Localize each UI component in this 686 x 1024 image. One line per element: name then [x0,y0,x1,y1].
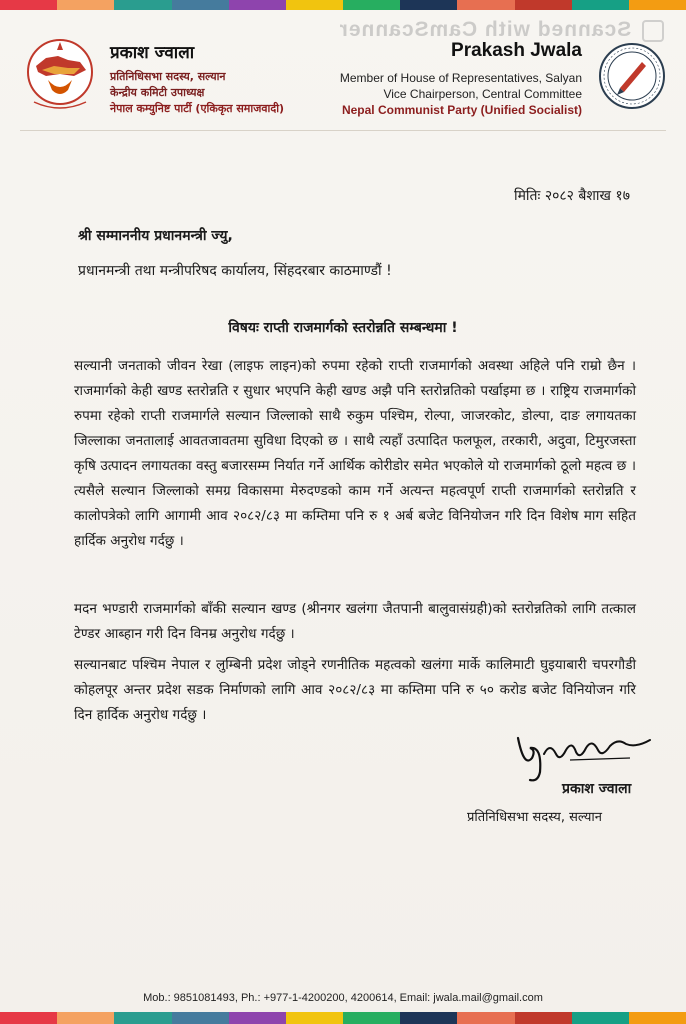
recipient-salutation: श्री सम्माननीय प्रधानमन्त्री ज्यु, [78,228,233,244]
signatory-title: प्रतिनिधिसभा सदस्य, सल्यान [467,810,602,825]
party-map-logo [24,36,96,114]
camscanner-watermark: Scanned with CamScanner [338,18,632,41]
signatory-name: प्रकाश ज्वाला [562,781,632,797]
letter-date: मितिः २०८२ बैशाख १७ [513,188,630,204]
letter-subject: विषयः राप्ती राजमार्गको स्तरोन्नति सम्बन्धमा ! [228,320,458,336]
title-nepali-2: केन्द्रीय कमिटी उपाध्यक्ष [110,86,205,99]
title-nepali-1: प्रतिनिधिसभा सदस्य, सल्यान [110,70,226,83]
body-paragraph-3: सल्यानबाट पश्चिम नेपाल र लुम्बिनी प्रदेश जोड्ने रणनीतिक महत्वको खलंगा मार्के कालिमाटी घुइयाबारी चपरगौडी कोहलपूर अन्तर प्रदेश सडक निर्माणको लागि आव २०८२/८३ मा कम्तिमा पनि रु ५० करोड बजेट विनियोजन गरि दिन हार्दिक अनुरोध गर्दछु । [74,657,636,723]
top-color-strip [0,0,686,10]
title-english-2: Vice Chairperson, Central Committee [383,87,582,101]
body-paragraph-2: मदन भण्डारी राजमार्गको बाँकी सल्यान खण्ड (श्रीनगर खलंगा जैतपानी बालुवासंग्रही)को स्तरोन्नतिको लागि तत्काल टेण्डर आब्हान गरी दिन विनम्र अनुरोध गर्दछु । [74,601,636,642]
header-left-block [110,40,340,117]
header-divider [20,130,666,131]
footer-contact: Mob.: 9851081493, Ph.: +977-1-4200200, 4200614, Email: jwala.mail@gmail.com [143,992,543,1004]
title-english-1: Member of House of Representatives, Salyan [339,71,582,85]
recipient-office: प्रधानमन्त्री तथा मन्त्रीपरिषद कार्यालय, सिंहदरबार काठमाण्डौं ! [78,263,392,279]
name-english: Prakash Jwala [451,40,582,61]
name-nepali: प्रकाश ज्वाला [110,43,195,63]
body-paragraph-1: सल्यानी जनताको जीवन रेखा (लाइफ लाइन)को रुपमा रहेको राप्ती राजमार्गको अवस्था अहिले पनि राम्रो छैन । राजमार्गको केही खण्ड स्तरोन्नति र सुधार भएपनि केही खण्ड अझै पनि स्तरोन्नतिको पर्खाइमा छ । राष्ट्रिय राजमार्गको रुपमा रहेको राप्ती राजमार्गले सल्यान जिल्लाको साथै रुकुम पश्चिम, रोल्पा, जाजरकोट, डोल्पा, दाङ लगायतका जिल्लाका जनतालाई आवतजावतमा सुविधा दिएको छ । साथै त्यहाँ उत्पादित फलफूल, तरकारी, अदुवा, टिमुरजस्ता कृषि उत्पादन लगायतका वस्तु बजारसम्म निर्यात गर्ने आर्थिक कोरीडोर समेत भएकोले यो राजमार्गको ठूलो महत्व छ । त्यसैले सल्यान जिल्लाको समग्र विकासमा मेरुदण्डको काम गर्ने अत्यन्त महत्वपूर्ण राप्ती राजमार्गको स्तरोन्नति र कालोपत्रेको लागि आगामी आव २०८२/८३ मा कम्तिमा पनि रु १ अर्ब बजेट विनियोजन गरि दिन विशेष माग सहित हार्दिक अनुरोध गर्दछु । [74,358,636,549]
bottom-color-strip [0,1012,686,1024]
party-nepali: नेपाल कम्युनिष्ट पार्टी (एकिकृत समाजवादी) [110,102,285,115]
party-english: Nepal Communist Party (Unified Socialist) [341,103,582,117]
party-seal-pen-logo [596,38,668,118]
header-right-block [322,40,582,118]
